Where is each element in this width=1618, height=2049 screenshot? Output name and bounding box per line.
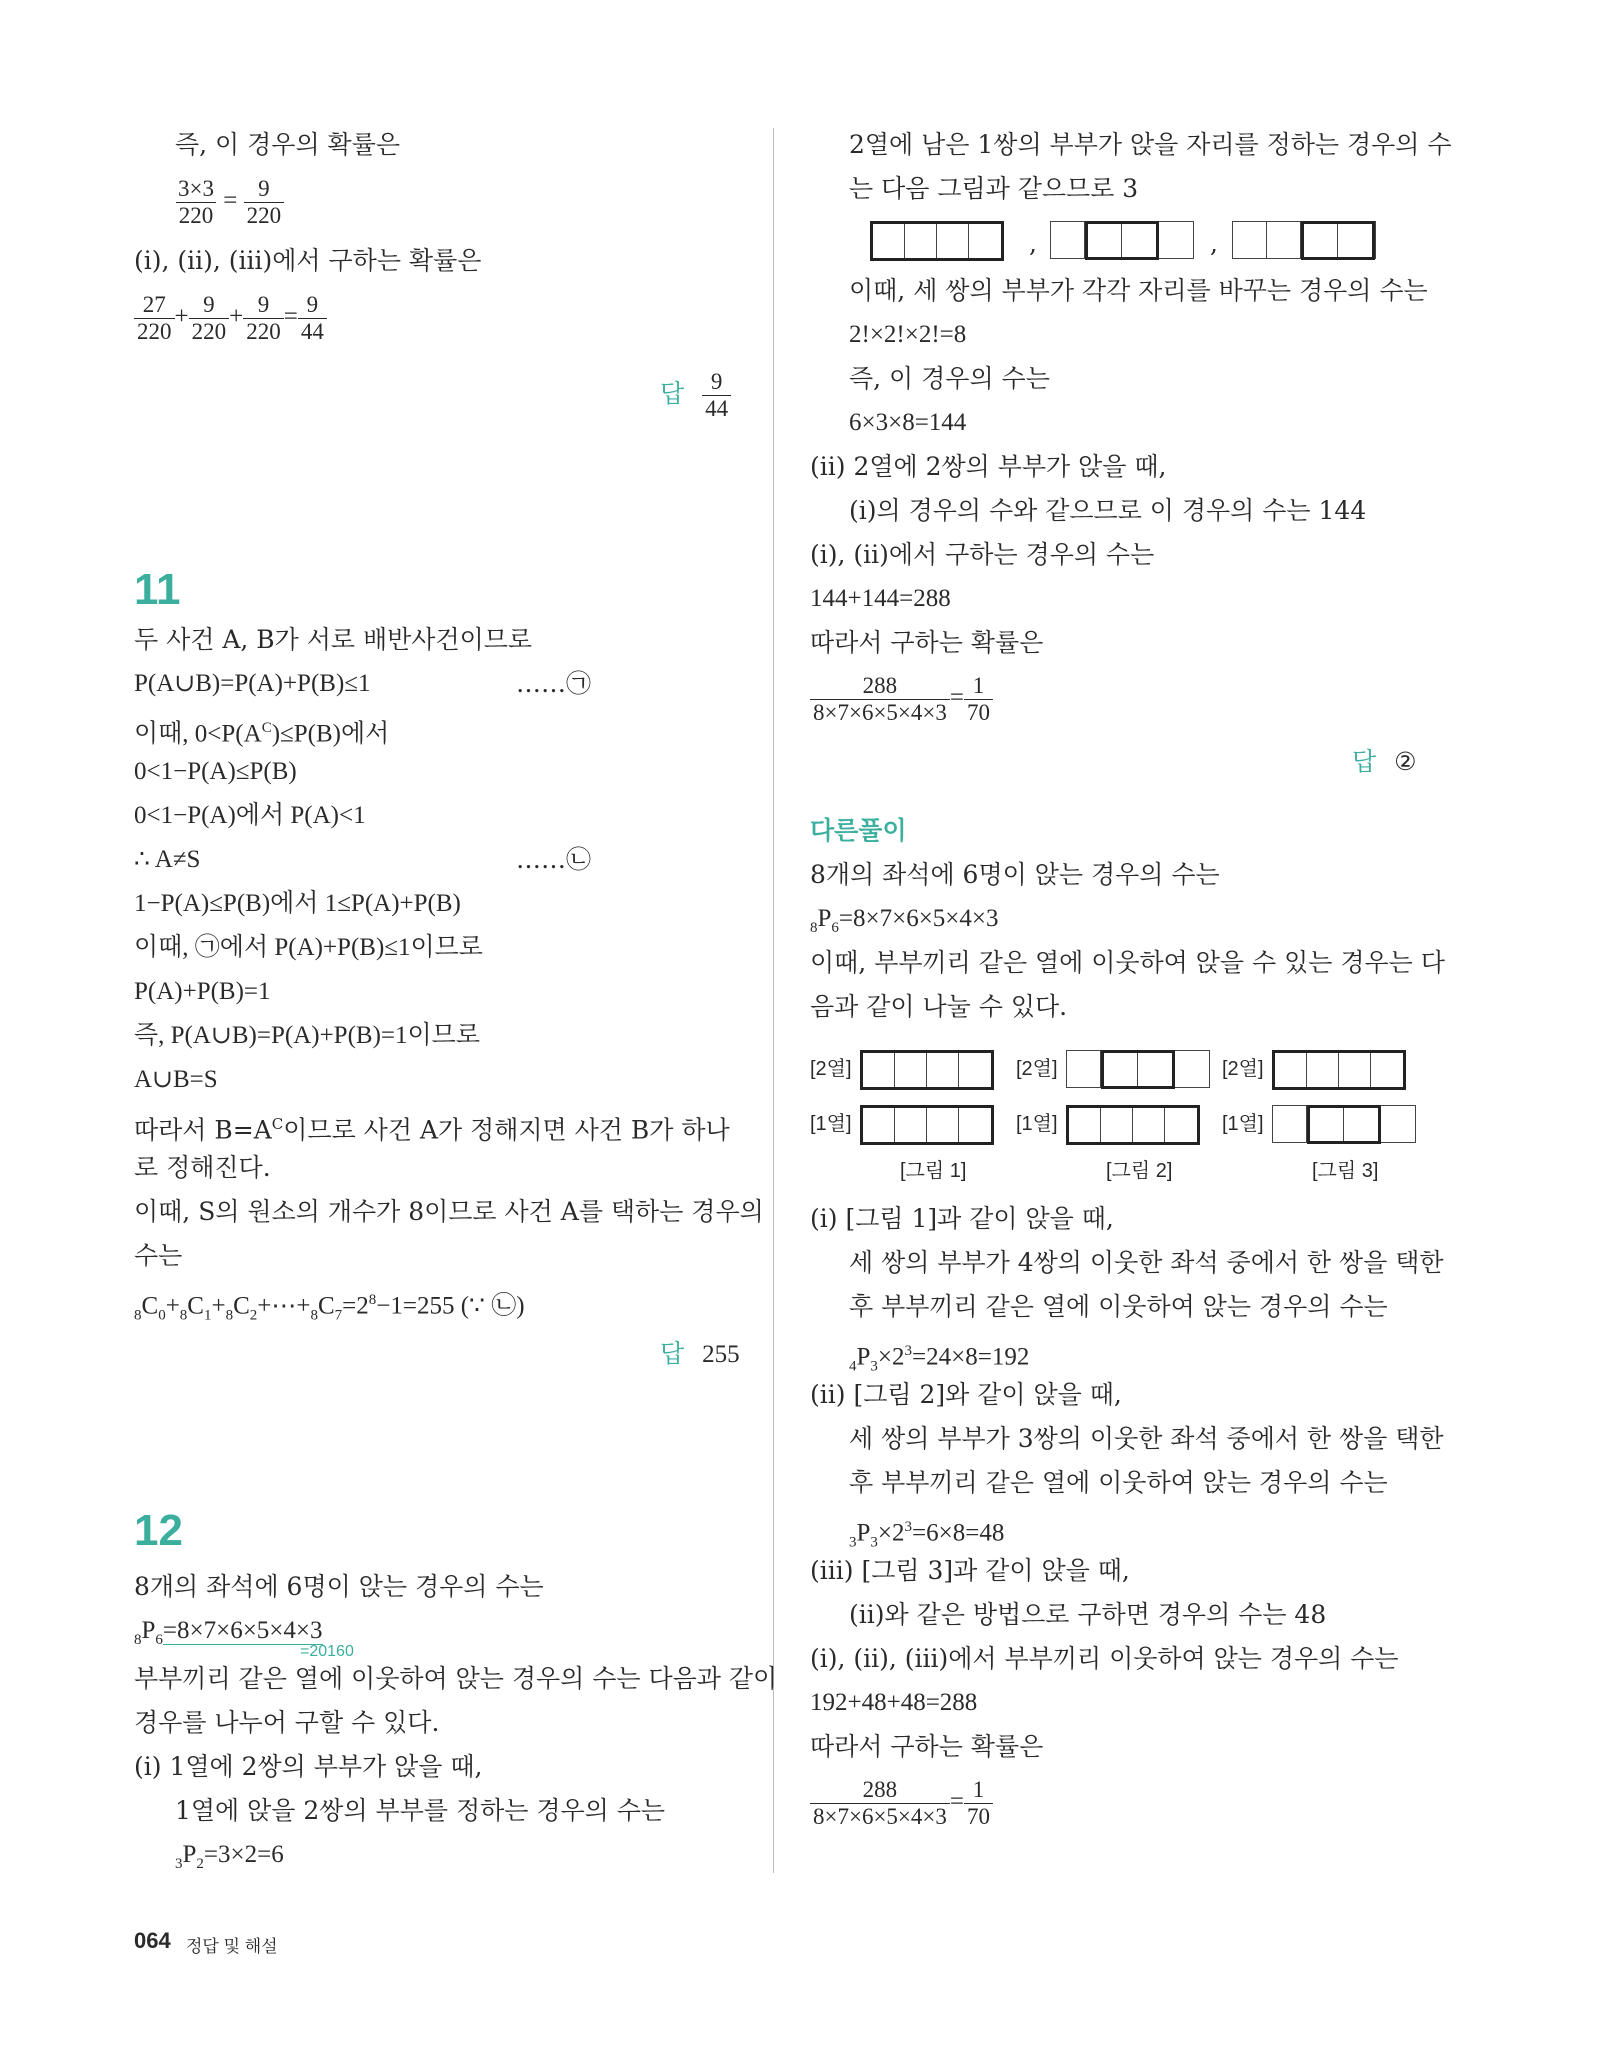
fraction-equation: $\frac{288}{8\times 7\times 6\times 5\times 4\times 3}$ = $\frac{1}{70}$ bbox=[810, 1774, 993, 1830]
text-line: 8개의 좌석에 6명이 앉는 경우의 수는 bbox=[134, 1572, 544, 1601]
answer: 답 $\frac{9}{44}$ bbox=[660, 366, 731, 422]
text-line: 부부끼리 같은 열에 이웃하여 앉는 경우의 수는 다음과 같이 bbox=[134, 1664, 778, 1693]
seat-diagram bbox=[860, 1050, 994, 1090]
seat bbox=[1267, 222, 1301, 258]
text-line: 즉, 이 경우의 확률은 bbox=[175, 130, 400, 159]
figure-caption: [그림 3] bbox=[1312, 1160, 1379, 1182]
text-line: 이때, S의 원소의 개수가 8이므로 사건 A를 택하는 경우의 bbox=[134, 1197, 764, 1226]
text-line: 로 정해진다. bbox=[134, 1153, 271, 1182]
text-line: 경우를 나누어 구할 수 있다. bbox=[134, 1708, 440, 1737]
separator: , bbox=[1210, 229, 1218, 258]
sum-equation: $_8C_0+_8C_1+_8C_2+\cdots+_8C_7=2^8-1=255$ (∵ ㉡) bbox=[134, 1292, 525, 1324]
seat bbox=[969, 224, 1001, 258]
row-label: [2열] bbox=[810, 1058, 852, 1080]
seat bbox=[1088, 224, 1122, 257]
text-line: 음과 같이 나눌 수 있다. bbox=[810, 992, 1068, 1021]
row-label: [2열] bbox=[1016, 1058, 1058, 1080]
text-line: (ⅱ) [그림 2]와 같이 앉을 때, bbox=[810, 1380, 1122, 1409]
permutation-line: $_4P_3\times 2^3=24\times 8=192$ bbox=[849, 1343, 1030, 1375]
text-line: 이때, 세 쌍의 부부가 각각 자리를 바꾸는 경우의 수는 bbox=[849, 276, 1428, 305]
text-line: (ⅱ)와 같은 방법으로 구하면 경우의 수는 48 bbox=[849, 1600, 1327, 1629]
fraction: $\frac{3\times 3}{220}$ bbox=[175, 176, 217, 229]
text-line: 후 부부끼리 같은 열에 이웃하여 앉는 경우의 수는 bbox=[849, 1468, 1388, 1497]
problem-number: 12 bbox=[134, 1506, 183, 1555]
seat-diagram bbox=[1066, 1105, 1200, 1145]
text-line: 세 쌍의 부부가 4쌍의 이웃한 좌석 중에서 한 쌍을 택한 bbox=[849, 1248, 1444, 1277]
row-label: [2열] bbox=[1222, 1058, 1264, 1080]
text-line: 0<1−P(A)≤P(B) bbox=[134, 758, 297, 785]
text-line: (ⅰ), (ⅱ)에서 구하는 경우의 수는 bbox=[810, 540, 1155, 569]
row-label: [1열] bbox=[1016, 1113, 1058, 1135]
text-line: 이때, $0<P(A^C)\le P(B)$에서 bbox=[134, 720, 390, 748]
row-label: [1열] bbox=[1222, 1113, 1264, 1135]
text-line: 따라서 $B=A^C$이므로 사건 A가 정해지면 사건 B가 하나 bbox=[134, 1115, 730, 1145]
text-line: 이때, ㉠에서 P(A)+P(B)≤1이므로 bbox=[134, 934, 483, 961]
text-line: 8개의 좌석에 6명이 앉는 경우의 수는 bbox=[810, 860, 1220, 889]
text-line: 수는 bbox=[134, 1241, 183, 1270]
text-line: (ⅰ) [그림 1]과 같이 앉을 때, bbox=[810, 1204, 1114, 1233]
seat bbox=[937, 224, 969, 258]
text-line: 즉, 이 경우의 수는 bbox=[849, 364, 1050, 393]
seat-pair bbox=[1085, 221, 1159, 260]
seat-diagram bbox=[1066, 1050, 1210, 1088]
permutation-line: $_3P_2=3\times 2=6$ bbox=[175, 1841, 284, 1872]
text-line: 세 쌍의 부부가 3쌍의 이웃한 좌석 중에서 한 쌍을 택한 bbox=[849, 1424, 1444, 1453]
seat bbox=[1304, 224, 1338, 257]
text-line: 는 다음 그림과 같으므로 3 bbox=[849, 174, 1139, 203]
text-line: (ⅰ), (ⅱ), (ⅲ)에서 구하는 확률은 bbox=[134, 246, 482, 275]
equation-marker: ……㉡ bbox=[516, 845, 592, 874]
seat-pair bbox=[1301, 221, 1375, 260]
handwritten-note: =20160 bbox=[300, 1643, 354, 1660]
text-line: 144+144=288 bbox=[810, 585, 951, 612]
text-line: 2열에 남은 1쌍의 부부가 앉을 자리를 정하는 경우의 수 bbox=[849, 130, 1452, 159]
text-line: ∴ A≠S bbox=[134, 846, 201, 873]
fraction-sum: $\frac{27}{220}$ + $\frac{9}{220}$ + $\frac{9}{220}$ = $\frac{9}{44}$ bbox=[134, 289, 327, 345]
permutation-line: $_8P_6=8\times 7\times 6\times 5\times 4\times 3$ bbox=[810, 905, 999, 936]
text-line: 1열에 앉을 2쌍의 부부를 정하는 경우의 수는 bbox=[175, 1796, 666, 1825]
fraction-equation: $\frac{3\times 3}{220}$ = $\frac{9}{220}$ bbox=[175, 173, 284, 229]
permutation-line: $_3P_3\times 2^3=6\times 8=48$ bbox=[849, 1519, 1005, 1551]
seat-diagram bbox=[860, 1105, 994, 1145]
text-line: 후 부부끼리 같은 열에 이웃하여 앉는 경우의 수는 bbox=[849, 1292, 1388, 1321]
seat bbox=[1233, 222, 1267, 258]
seat-diagram bbox=[1050, 221, 1194, 259]
answer: 답 255 bbox=[660, 1340, 740, 1368]
text-line: 따라서 구하는 확률은 bbox=[810, 1732, 1044, 1761]
seat bbox=[1159, 222, 1193, 258]
seat-diagram bbox=[1272, 1105, 1416, 1143]
text-line: (ⅰ), (ⅱ), (ⅲ)에서 부부끼리 이웃하여 앉는 경우의 수는 bbox=[810, 1644, 1399, 1673]
text-line: 즉, P(A∪B)=P(A)+P(B)=1이므로 bbox=[134, 1022, 480, 1049]
text-line: (ⅱ) 2열에 2쌍의 부부가 앉을 때, bbox=[810, 452, 1167, 481]
text-line: 192+48+48=288 bbox=[810, 1689, 978, 1716]
text-line: (ⅲ) [그림 3]과 같이 앉을 때, bbox=[810, 1556, 1130, 1585]
text-line: 두 사건 A, B가 서로 배반사건이므로 bbox=[134, 625, 533, 654]
row-label: [1열] bbox=[810, 1113, 852, 1135]
text-line: (ⅰ) 1열에 2쌍의 부부가 앉을 때, bbox=[134, 1752, 483, 1781]
seat bbox=[873, 224, 905, 258]
column-divider bbox=[773, 128, 774, 1873]
text-line: 2!×2!×2!=8 bbox=[849, 321, 967, 348]
seat-diagram bbox=[1272, 1050, 1406, 1090]
figure-caption: [그림 1] bbox=[900, 1160, 967, 1182]
text-line: 따라서 구하는 확률은 bbox=[810, 628, 1044, 657]
page-section-title: 정답 및 해설 bbox=[186, 1937, 278, 1956]
problem-number: 11 bbox=[134, 565, 181, 614]
seat-diagram bbox=[870, 221, 1004, 261]
text-line: 6×3×8=144 bbox=[849, 409, 967, 436]
text-line: P(A)+P(B)=1 bbox=[134, 978, 271, 1005]
seat bbox=[905, 224, 937, 258]
page-number: 064 bbox=[134, 1928, 171, 1953]
figure-caption: [그림 2] bbox=[1106, 1160, 1173, 1182]
equation-marker: ……㉠ bbox=[516, 669, 592, 698]
text-line: P(A∪B)=P(A)+P(B)≤1 bbox=[134, 670, 371, 697]
permutation-line: $_8P_6=8\times 7\times 6\times 5\times 4\times 3$ bbox=[134, 1617, 323, 1648]
text-line: (ⅰ)의 경우의 수와 같으므로 이 경우의 수는 144 bbox=[849, 496, 1367, 525]
alt-solution-heading: 다른풀이 bbox=[810, 817, 907, 845]
seat bbox=[1122, 224, 1156, 257]
separator: , bbox=[1029, 229, 1037, 258]
seat-diagram bbox=[1232, 221, 1376, 259]
text-line: A∪B=S bbox=[134, 1066, 218, 1093]
fraction-equation: $\frac{288}{8\times 7\times 6\times 5\times 4\times 3}$ = $\frac{1}{70}$ bbox=[810, 670, 993, 726]
seat bbox=[1338, 224, 1372, 257]
answer: 답 ② bbox=[1352, 747, 1417, 776]
text-line: 0<1−P(A)에서 P(A)<1 bbox=[134, 802, 366, 829]
text-line: 1−P(A)≤P(B)에서 1≤P(A)+P(B) bbox=[134, 890, 461, 917]
seat bbox=[1051, 222, 1085, 258]
text-line: 이때, 부부끼리 같은 열에 이웃하여 앉을 수 있는 경우는 다 bbox=[810, 948, 1445, 977]
fraction: $\frac{9}{220}$ bbox=[244, 176, 285, 229]
